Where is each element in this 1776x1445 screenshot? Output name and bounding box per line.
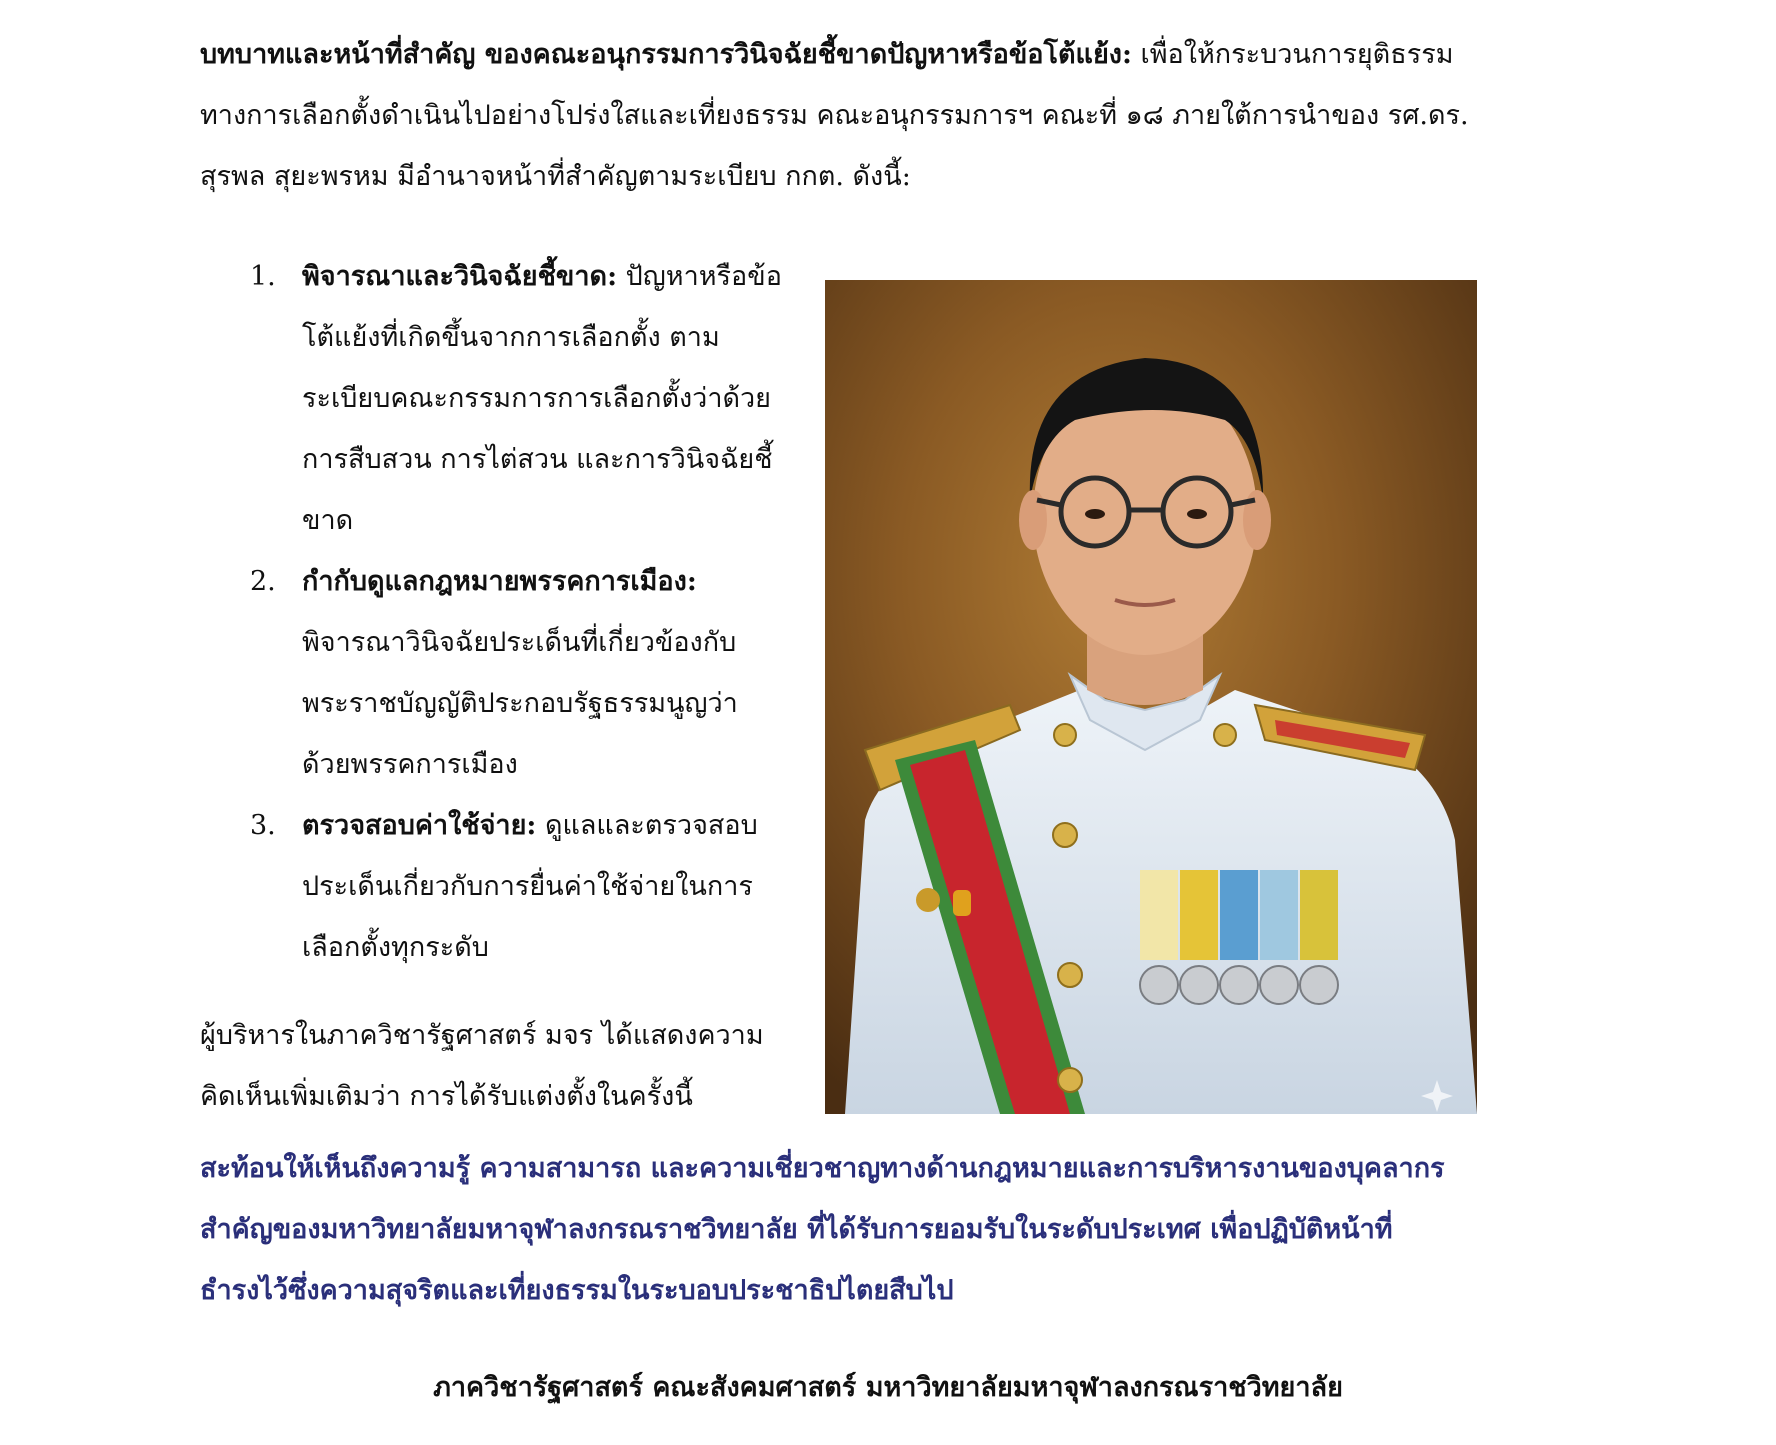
duty-item-2 <box>250 551 810 795</box>
duty-text: การสืบสวน การไต่สวน และการวินิจฉัยชี้ <box>302 444 773 475</box>
duty-text: เลือกตั้งทุกระดับ <box>302 932 489 963</box>
duty-text: ระเบียบคณะกรรมการการเลือกตั้งว่าด้วย <box>302 383 772 414</box>
intro-paragraph <box>200 24 1520 207</box>
duty-item-1 <box>250 246 810 551</box>
closing-paragraph <box>200 1005 800 1127</box>
duty-text: โต้แย้งที่เกิดขึ้นจากการเลือกตั้ง ตาม <box>302 322 720 353</box>
duty-text: ดูแลและตรวจสอบ <box>536 810 758 841</box>
highlight-paragraph <box>200 1138 1530 1321</box>
duty-text: ประเด็นเกี่ยวกับการยื่นค่าใช้จ่ายในการ <box>302 871 753 902</box>
intro-line-3: สุรพล สุยะพรหม มีอำนาจหน้าที่สำคัญตามระเบียบ กกต. ดังนี้: <box>200 161 911 192</box>
portrait-illustration <box>825 280 1477 1114</box>
duty-text: ขาด <box>302 505 354 536</box>
closing-line-1: ผู้บริหารในภาควิชารัฐศาสตร์ มจร ได้แสดงความ <box>200 1020 764 1051</box>
closing-line-2: คิดเห็นเพิ่มเติมว่า การได้รับแต่งตั้งในครั้งนี้ <box>200 1081 693 1112</box>
highlight-line-3: ธำรงไว้ซึ่งความสุจริตและเที่ยงธรรมในระบอบประชาธิปไตยสืบไป <box>200 1275 954 1306</box>
duty-text: ด้วยพรรคการเมือง <box>302 749 518 780</box>
highlight-line-1: สะท้อนให้เห็นถึงความรู้ ความสามารถ และความเชี่ยวชาญทางด้านกฎหมายและการบริหารงานของบุคลากร <box>200 1153 1445 1184</box>
footer-department: ภาควิชารัฐศาสตร์ คณะสังคมศาสตร์ มหาวิทยาลัยมหาจุฬาลงกรณราชวิทยาลัย <box>433 1372 1343 1403</box>
duty-number: 3. <box>250 810 276 841</box>
intro-line-2: ทางการเลือกตั้งดำเนินไปอย่างโปร่งใสและเที่ยงธรรม คณะอนุกรรมการฯ คณะที่ ๑๘ ภายใต้การนำของ รศ.ดร. <box>200 100 1469 131</box>
highlight-line-2: สำคัญของมหาวิทยาลัยมหาจุฬาลงกรณราชวิทยาลัย ที่ได้รับการยอมรับในระดับประเทศ เพื่อปฏิบัติหน้าที่ <box>200 1214 1393 1245</box>
duty-title: พิจารณาและวินิจฉัยชี้ขาด: <box>302 261 618 292</box>
duty-title: กำกับดูแลกฎหมายพรรคการเมือง: <box>302 566 697 597</box>
duty-text: พิจารณาวินิจฉัยประเด็นที่เกี่ยวข้องกับ <box>302 627 737 658</box>
duty-number: 1. <box>250 261 276 292</box>
duty-title: ตรวจสอบค่าใช้จ่าย: <box>302 810 537 841</box>
intro-heading: บทบาทและหน้าที่สำคัญ ของคณะอนุกรรมการวินิจฉัยชี้ขาดปัญหาหรือข้อโต้แย้ง: <box>200 39 1132 70</box>
portrait-photo <box>825 280 1477 1114</box>
duties-list <box>250 246 810 978</box>
intro-line-1: เพื่อให้กระบวนการยุติธรรม <box>1131 39 1454 70</box>
duty-text: พระราชบัญญัติประกอบรัฐธรรมนูญว่า <box>302 688 738 719</box>
duty-text: ปัญหาหรือข้อ <box>617 261 782 292</box>
duty-number: 2. <box>250 566 276 597</box>
duty-item-3 <box>250 795 810 978</box>
